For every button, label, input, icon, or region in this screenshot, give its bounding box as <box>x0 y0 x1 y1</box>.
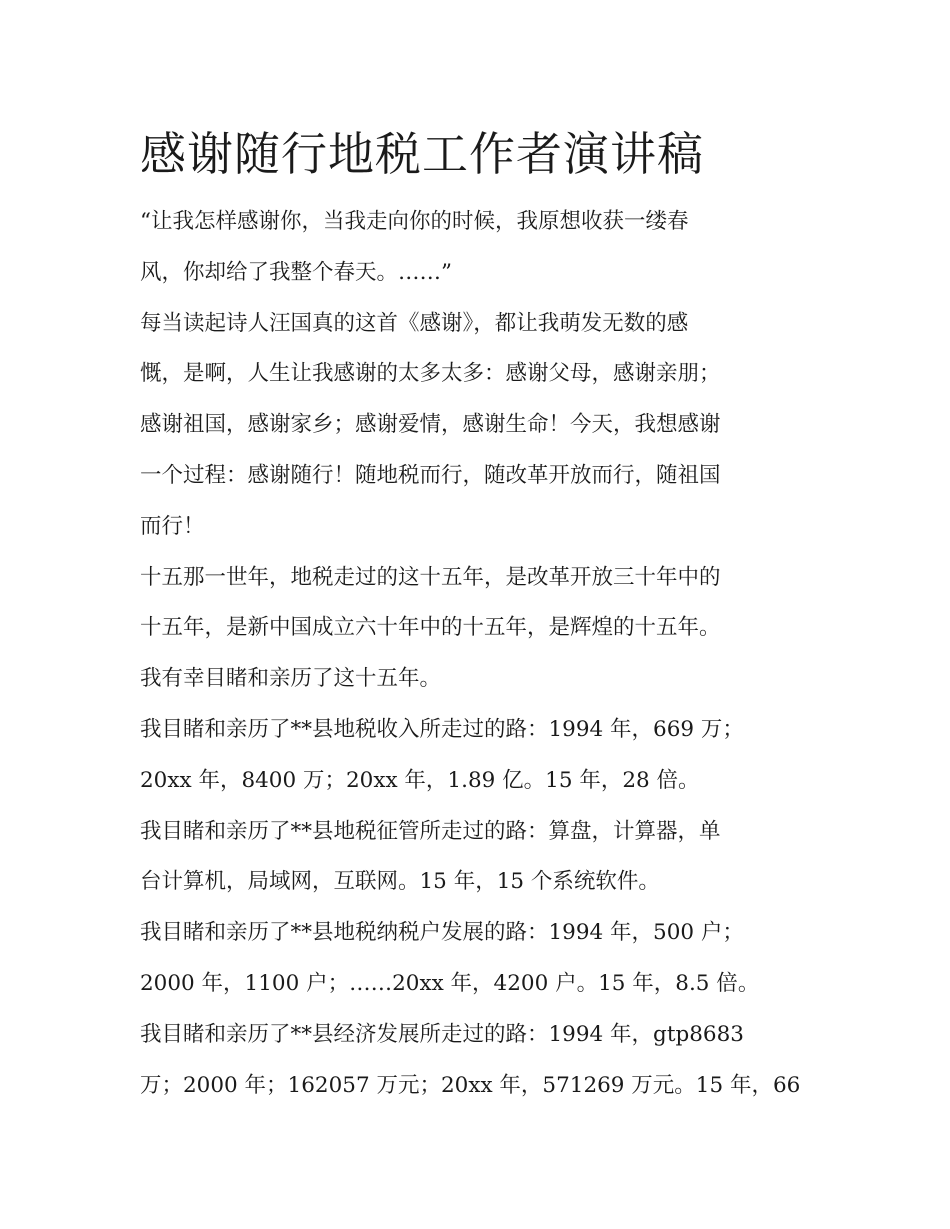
body-line: 我目睹和亲历了**县地税纳税户发展的路：1994 年，500 户； <box>140 920 744 946</box>
body-line: 风，你却给了我整个春天。……” <box>140 259 452 285</box>
body-line: 一个过程：感谢随行！随地税而行，随改革开放而行，随祖国 <box>140 462 721 488</box>
document-title: 感谢随行地税工作者演讲稿 <box>140 127 704 181</box>
body-line: 我目睹和亲历了**县经济发展所走过的路：1994 年，gtp8683 <box>140 1021 744 1047</box>
body-line: 而行！ <box>140 513 205 539</box>
body-line: 20xx 年，8400 万；20xx 年，1.89 亿。15 年，28 倍。 <box>140 767 700 793</box>
document-body <box>140 197 820 1111</box>
body-line: 万；2000 年；162057 万元；20xx 年，571269 万元。15 年，66 <box>140 1072 801 1098</box>
body-line: “让我怎样感谢你，当我走向你的时候，我原想收获一缕春 <box>140 209 689 234</box>
body-line: 慨，是啊，人生让我感谢的太多太多：感谢父母，感谢亲朋； <box>140 361 721 387</box>
body-line: 每当读起诗人汪国真的这首《感谢》，都让我萌发无数的感 <box>140 310 689 336</box>
body-line: 我有幸目睹和亲历了这十五年。 <box>140 666 442 692</box>
body-line: 感谢祖国，感谢家乡；感谢爱情，感谢生命！今天，我想感谢 <box>140 412 721 438</box>
body-line: 十五年，是新中国成立六十年中的十五年，是辉煌的十五年。 <box>140 615 721 641</box>
body-line: 我目睹和亲历了**县地税收入所走过的路：1994 年，669 万； <box>140 716 744 742</box>
body-line: 我目睹和亲历了**县地税征管所走过的路：算盘，计算器，单 <box>140 818 721 844</box>
body-line: 台计算机，局域网，互联网。15 年，15 个系统软件。 <box>140 869 660 895</box>
body-line: 2000 年，1100 户；……20xx 年，4200 户。15 年，8.5 倍。 <box>140 970 760 996</box>
body-line: 十五那一世年，地税走过的这十五年，是改革开放三十年中的 <box>140 564 721 590</box>
